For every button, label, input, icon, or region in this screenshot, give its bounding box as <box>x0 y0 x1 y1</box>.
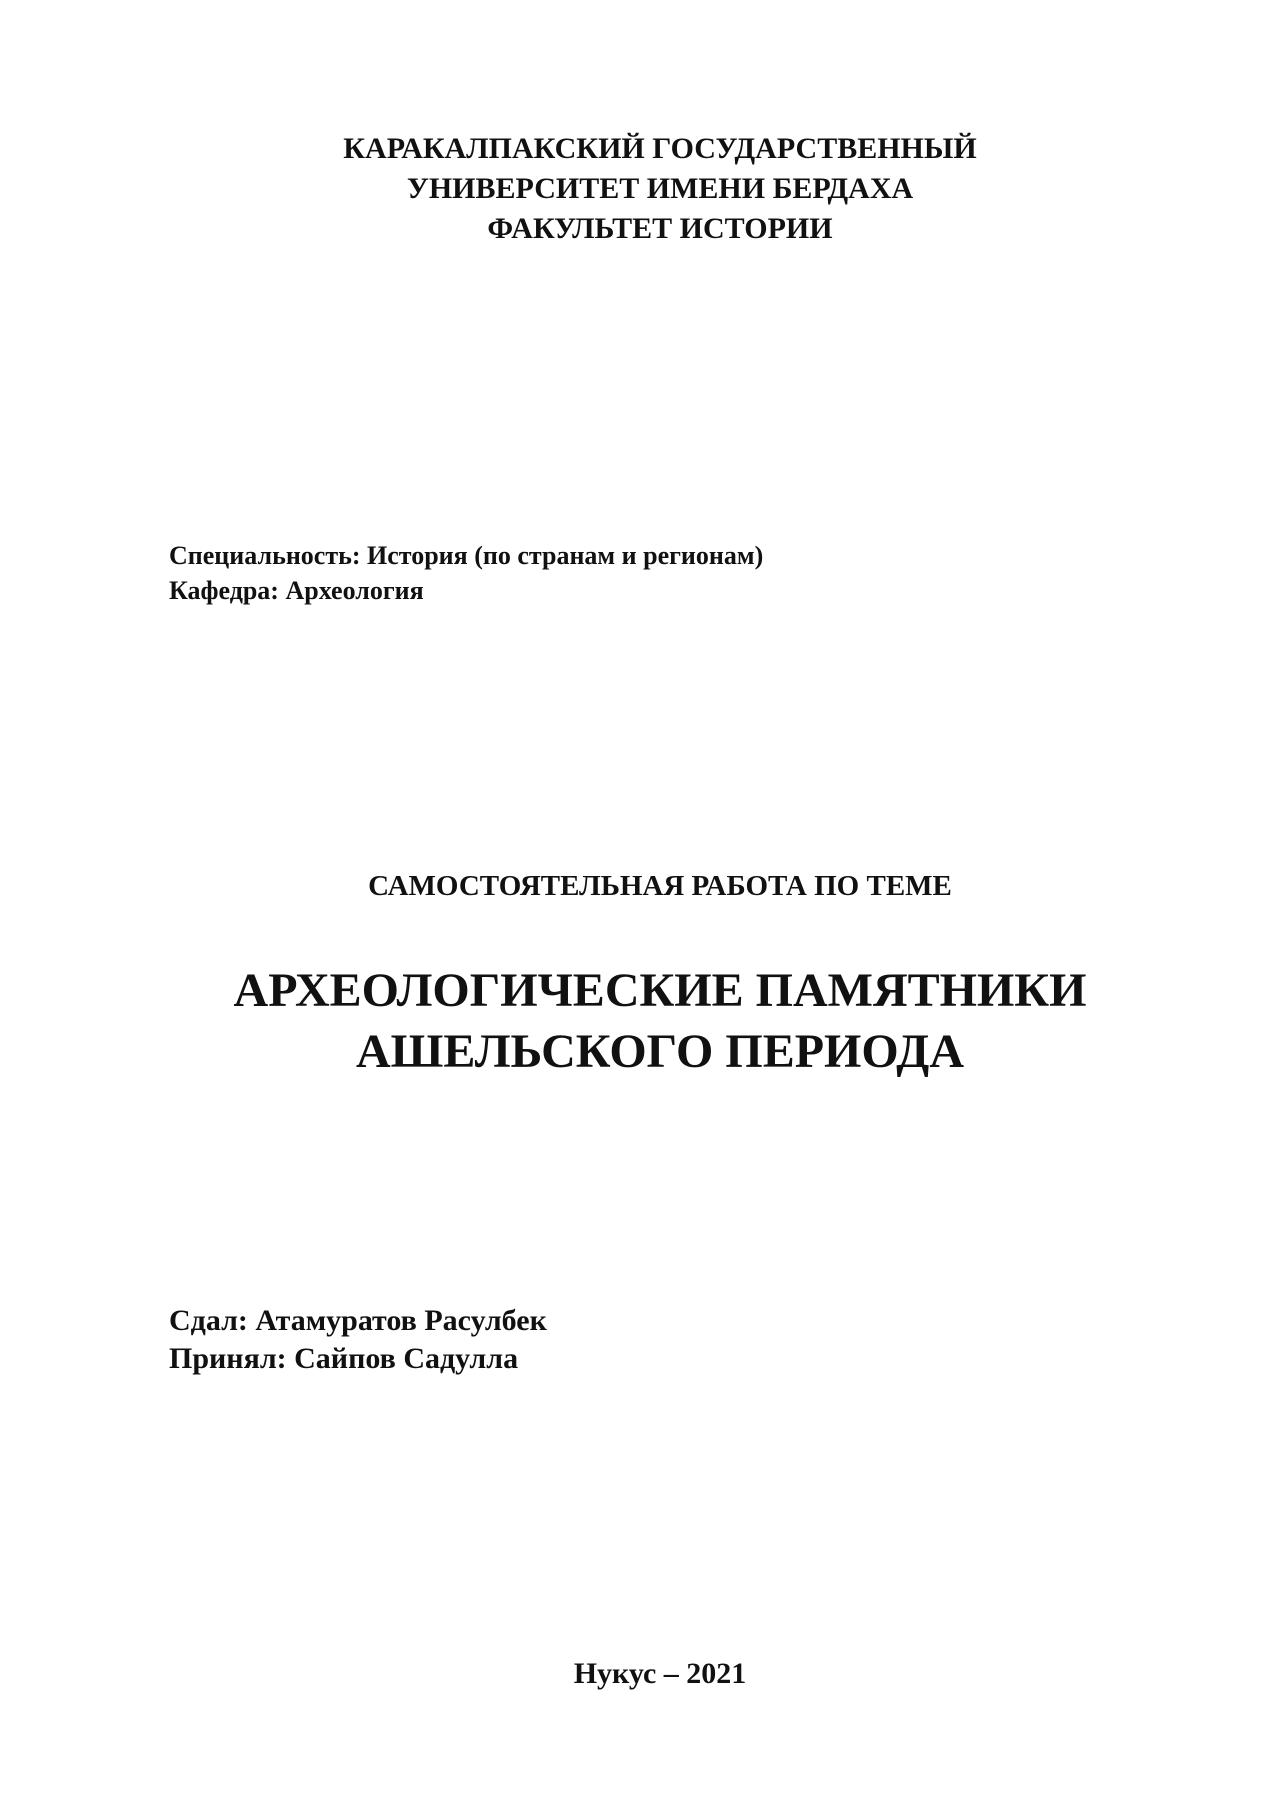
submitted-by: Сдал: Атамуратов Расулбек <box>169 1304 547 1337</box>
university-name-line-2: УНИВЕРСИТЕТ ИМЕНИ БЕРДАХА <box>406 172 914 205</box>
work-subtitle: САМОСТОЯТЕЛЬНАЯ РАБОТА ПО ТЕМЕ <box>368 870 952 902</box>
speciality-line: Специальность: История (по странам и регионам) <box>169 541 764 570</box>
faculty-name: ФАКУЛЬТЕТ ИСТОРИИ <box>487 212 833 245</box>
accepted-by: Принял: Сайпов Садулла <box>169 1342 519 1375</box>
university-name-line-1: КАРАКАЛПАКСКИЙ ГОСУДАРСТВЕННЫЙ <box>343 132 977 165</box>
work-title-line-2: АШЕЛЬСКОГО ПЕРИОДА <box>356 1025 964 1078</box>
department-line: Кафедра: Археология <box>169 576 424 605</box>
place-and-year: Нукус – 2021 <box>573 1657 747 1690</box>
work-title-line-1: АРХЕОЛОГИЧЕСКИЕ ПАМЯТНИКИ <box>233 964 1087 1017</box>
